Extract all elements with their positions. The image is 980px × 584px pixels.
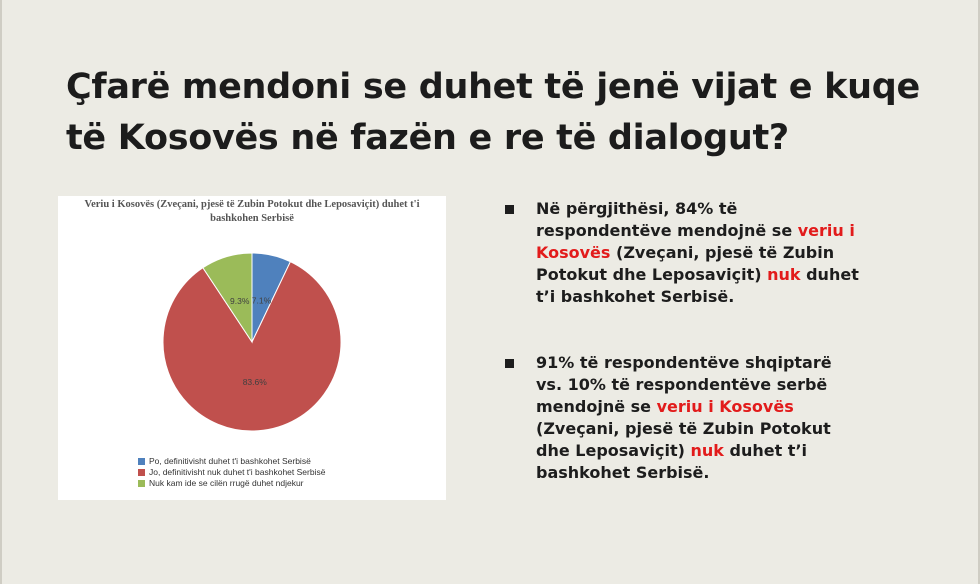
pie-data-label: 7.1% <box>251 295 272 306</box>
pie-chart <box>58 196 446 500</box>
bullet-text: duhet t’i bashkohet Serbisë. <box>536 441 808 482</box>
bullet-text: (Zveçani, pjesë të Zubin Potokut dhe Leposaviçit) <box>536 243 835 284</box>
chart-legend <box>138 456 325 489</box>
legend-swatch-jo <box>138 469 145 476</box>
bullet-list <box>502 198 862 484</box>
pie-data-label: 9.3% <box>230 296 250 307</box>
pie-chart-card <box>58 196 446 500</box>
legend-item-nuk-kam-ide <box>138 478 325 489</box>
legend-label-nuk-kam-ide: Nuk kam ide se cilën rrugë duhet ndjekur <box>149 478 304 488</box>
bullet-text: duhet t’i bashkohet Serbisë. <box>536 265 859 306</box>
legend-item-jo <box>138 467 325 478</box>
bullet-text: Në përgjithësi, 84% të respondentëve mendojnë se <box>536 199 798 240</box>
slide-left-edge <box>0 0 2 584</box>
square-bullet-icon <box>505 359 514 368</box>
pie-data-label: 83.6% <box>242 376 267 387</box>
legend-label-jo: Jo, definitivisht nuk duhet t'i bashkohet Serbisë <box>149 467 326 477</box>
bullet-item <box>502 352 862 484</box>
bullet-text: (Zveçani, pjesë të Zubin Potokut dhe Leposaviçit) <box>536 419 831 460</box>
bullet-highlight-north: veriu i Kosovës <box>656 397 794 416</box>
legend-item-po <box>138 456 325 467</box>
chart-title: Veriu i Kosovës (Zveçani, pjesë të Zubin Potokut dhe Leposaviçit) duhet t'i bashkohen Serbisë <box>84 199 420 224</box>
legend-swatch-po <box>138 458 145 465</box>
bullet-highlight-nuk: nuk <box>767 265 801 284</box>
bullet-highlight-north: veriu i Kosovës <box>536 221 855 262</box>
square-bullet-icon <box>505 205 514 214</box>
bullet-highlight-nuk: nuk <box>690 441 724 460</box>
legend-label-po: Po, definitivisht duhet t'i bashkohet Serbisë <box>149 456 311 466</box>
bullet-item <box>502 198 862 308</box>
slide-title: Çfarë mendoni se duhet të jenë vijat e kuqe të Kosovës në fazën e re të dialogut? <box>66 67 920 158</box>
legend-swatch-nuk-kam-ide <box>138 480 145 487</box>
bullet-text: 91% të respondentëve shqiptarë vs. 10% të respondentëve serbë mendojnë se <box>536 353 832 416</box>
